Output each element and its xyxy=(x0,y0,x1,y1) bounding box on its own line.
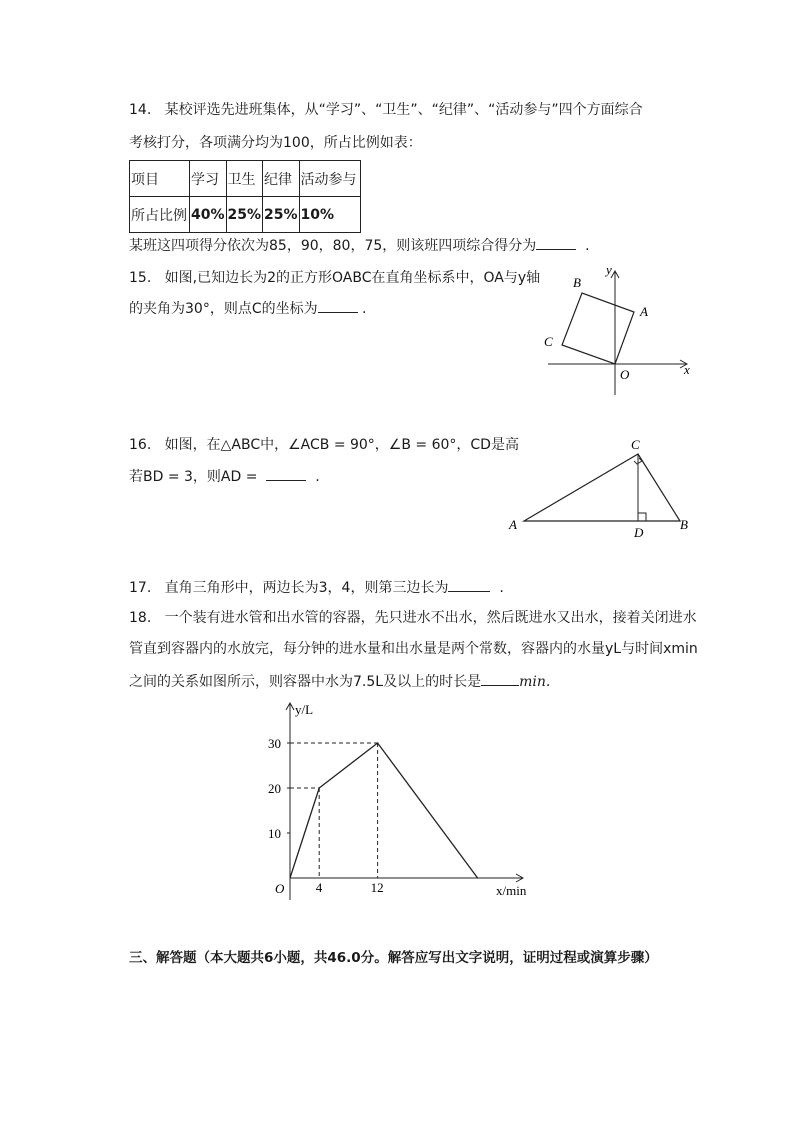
table-cell: 25% xyxy=(263,197,300,233)
q14-line3 xyxy=(129,235,590,256)
label-c: C xyxy=(544,334,553,349)
q14-end: . xyxy=(585,238,590,254)
q15-line1 xyxy=(129,268,540,288)
q17-end: . xyxy=(499,580,504,596)
origin-label: O xyxy=(275,881,285,896)
q15-text1: 如图,已知边长为2的正方形OABC在直角坐标系中，OA与y轴 xyxy=(164,270,541,286)
q17-number: 17. xyxy=(129,580,152,596)
q18-line3 xyxy=(129,671,550,692)
data-point xyxy=(377,742,378,743)
q15-number: 15. xyxy=(129,270,152,286)
table-cell: 活动参与 xyxy=(299,161,360,197)
q18-number: 18. xyxy=(129,610,152,626)
q16-end: . xyxy=(315,469,320,485)
q18-line2: 管直到容器内的水放完，每分钟的进水量和出水量是两个常数，容器内的水量yL与时间xmin xyxy=(129,641,698,657)
q15-text2: 的夹角为30°，则点C的坐标为 xyxy=(129,301,318,317)
q16-line1 xyxy=(129,435,519,455)
q16-figure xyxy=(500,430,700,545)
table-cell: 卫生 xyxy=(226,161,263,197)
label-c: C xyxy=(631,437,640,452)
chart-axes xyxy=(275,702,527,900)
label-o: O xyxy=(620,367,630,382)
answer-blank[interactable] xyxy=(481,671,519,686)
label-b: B xyxy=(573,275,581,290)
ratio-table xyxy=(129,160,361,233)
q15-figure xyxy=(540,260,700,400)
y-tick-label: 10 xyxy=(268,826,281,841)
table-row xyxy=(130,197,361,233)
q16-number: 16. xyxy=(129,437,152,453)
q14-number: 14. xyxy=(129,102,152,118)
answer-blank[interactable] xyxy=(266,466,306,481)
triangle-abc xyxy=(524,454,680,521)
label-a: A xyxy=(509,517,517,532)
q14-line2: 考核打分，各项满分均为100，所占比例如表： xyxy=(129,135,422,151)
q18-end: min. xyxy=(519,674,551,690)
q18-text3: 之间的关系如图所示，则容器中水为7.5L及以上的时长是 xyxy=(129,674,482,690)
q16-line2 xyxy=(129,466,320,487)
answer-blank[interactable] xyxy=(536,235,576,250)
label-d: D xyxy=(634,525,644,540)
q14-text3: 某班这四项得分依次为85，90，80，75，则该班四项综合得分为 xyxy=(129,238,537,254)
q17-line xyxy=(129,577,504,598)
y-tick-label: 30 xyxy=(268,736,281,751)
q14-text1: 某校评选先进班集体，从“学习”、“卫生”、“纪律”、“活动参与”四个方面综合 xyxy=(164,102,643,118)
square-oabc xyxy=(562,293,634,364)
data-point xyxy=(477,877,478,878)
q15-line2 xyxy=(129,298,367,319)
table-cell: 所占比例 xyxy=(130,197,190,233)
data-point xyxy=(319,787,320,788)
label-b: B xyxy=(680,517,688,532)
answer-blank[interactable] xyxy=(448,577,490,592)
table-cell: 项目 xyxy=(130,161,190,197)
table-cell: 学习 xyxy=(190,161,227,197)
table-row xyxy=(130,161,361,197)
table-cell: 10% xyxy=(299,197,360,233)
y-axis-label: y/L xyxy=(295,702,314,717)
label-y: y xyxy=(606,262,612,277)
q15-end: . xyxy=(362,301,367,317)
label-x: x xyxy=(684,362,690,377)
x-tick-label: 12 xyxy=(370,880,384,895)
series-line-water xyxy=(290,743,478,878)
q17-text: 直角三角形中，两边长为3，4，则第三边长为 xyxy=(164,580,449,596)
table-cell: 40% xyxy=(190,197,227,233)
right-angle-d-icon xyxy=(638,513,646,521)
x-tick-label: 4 xyxy=(315,880,323,895)
section-3-title: 三、解答题（本大题共6小题，共46.0分。解答应写出文字说明，证明过程或演算步骤） xyxy=(129,950,658,966)
y-tick-label: 20 xyxy=(268,781,281,796)
answer-blank[interactable] xyxy=(318,298,358,313)
q16-text2: 若BD = 3，则AD = xyxy=(129,469,258,485)
water-volume-chart xyxy=(250,690,550,910)
table-cell: 25% xyxy=(226,197,263,233)
table-cell: 纪律 xyxy=(263,161,300,197)
data-point xyxy=(289,877,290,878)
label-a: A xyxy=(640,304,648,319)
q16-text1: 如图，在△ABC中，∠ACB = 90°，∠B = 60°，CD是高 xyxy=(164,437,519,453)
q18-line1 xyxy=(129,608,697,628)
x-axis-label: x/min xyxy=(496,883,527,898)
q14-line1 xyxy=(129,100,643,120)
q18-text1: 一个装有进水管和出水管的容器，先只进水不出水，然后既进水又出水，接着关闭进水 xyxy=(164,610,697,626)
